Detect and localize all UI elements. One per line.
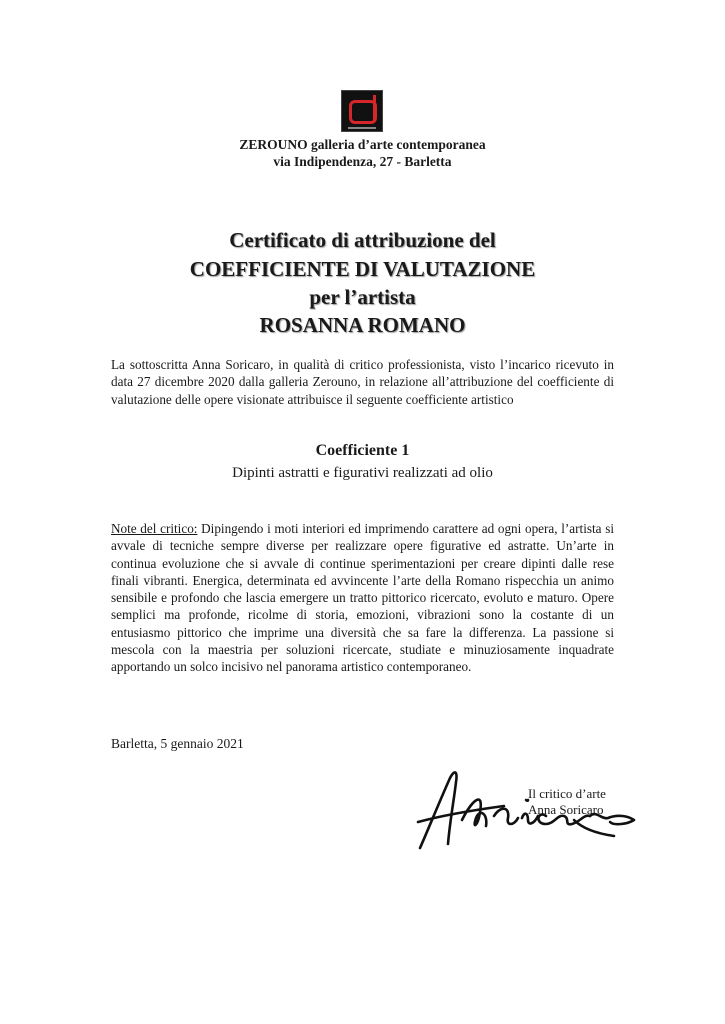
coefficient-title: Coefficiente 1 [315, 442, 410, 459]
gallery-name: ZEROUNO galleria d’arte contemporanea [239, 137, 486, 152]
document-date: Barletta, 5 gennaio 2021 [111, 736, 244, 751]
title-line-2: COEFFICIENTE DI VALUTAZIONE [189, 257, 536, 281]
intro-paragraph: La sottoscritta Anna Soricaro, in qualità di critico professionista, visto l’incarico ricevuto in data 27 dicembre 2020 dalla galleria Zerouno, in relazione all’attribuzione del coefficiente di valutazione delle opere visionate attribuisce il seguente coefficiente artistico [111, 357, 614, 407]
critic-notes-text: Dipingendo i moti interiori ed imprimendo carattere ad ogni opera, l’artista si avvale di tecniche sempre diverse per realizzare opere figurative ed astratte. Un’arte in continua evoluzione che si avvale di continue sperimentazioni per creare dipinti dalle rese finali vibranti. Energica, determinata ed avvincente l’arte della Romano rispecchia un animo sensibile e profondo che lascia emergere un tratto pittorico ricercato, evoluto e maturo. Opere semplici ma profonde, ricolme di storia, emozioni, vibrazioni sono la costante di un entusiasmo pittorico che imprime una diversità che sa fare la differenza. La passione si mescola con la maestria per soluzioni ricercate, studiate e minuziosamente inquadrate apportando un solco incisivo nel panorama artistico contemporaneo. [111, 521, 614, 675]
title-line-1: Certificato di attribuzione del [229, 228, 496, 252]
logo-subtext-line [348, 127, 376, 129]
gallery-address: via Indipendenza, 27 - Barletta [273, 154, 452, 169]
coefficient-description: Dipinti astratti e figurativi realizzati ad olio [232, 465, 493, 481]
handwritten-signature [414, 760, 644, 855]
critic-name: Anna Soricaro [528, 802, 604, 817]
critic-role: Il critico d’arte [528, 786, 606, 801]
gallery-logo [341, 90, 383, 132]
critic-notes-paragraph [111, 520, 614, 676]
title-line-3: per l’artista [309, 285, 416, 309]
critic-notes-label: Note del critico: [111, 521, 198, 536]
artist-name: ROSANNA ROMANO [259, 313, 466, 337]
logo-bar-mark [373, 95, 376, 121]
